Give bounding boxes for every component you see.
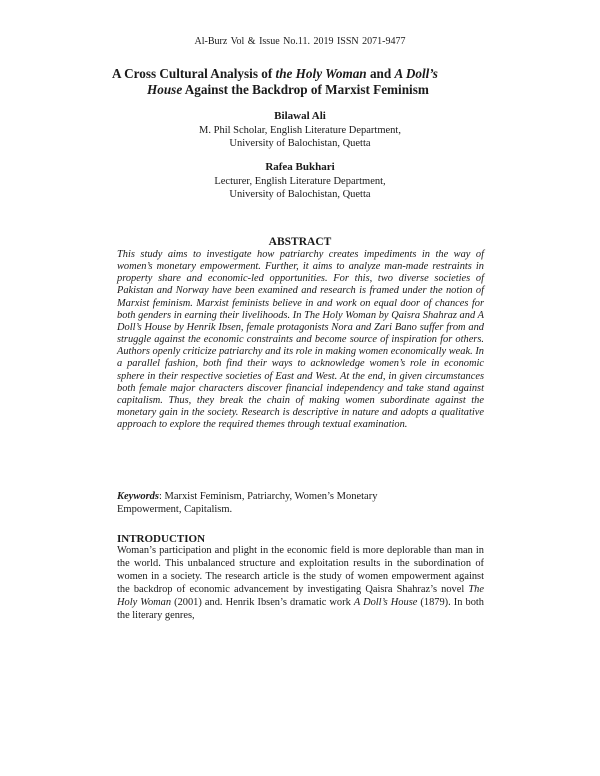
author-name: Bilawal Ali <box>274 110 326 122</box>
title-italic-2: A Doll’s <box>394 66 438 81</box>
author-affiliation: M. Phil Scholar, English Literature Department, <box>199 125 401 136</box>
introduction-text <box>117 545 484 622</box>
title-line-2 <box>112 82 492 98</box>
abstract-heading: ABSTRACT <box>268 236 332 248</box>
title-part-1: A Cross Cultural Analysis of <box>112 66 276 81</box>
keywords <box>117 490 417 516</box>
intro-text-2: (2001) and. Henrik Ibsen’s dramatic work <box>171 596 354 608</box>
running-head: Al-Burz Vol & Issue No.11. 2019 ISSN 2071-9477 <box>194 36 406 47</box>
author-affiliation: University of Balochistan, Quetta <box>229 138 371 149</box>
title-line-1 <box>112 66 492 82</box>
title-part-2: and <box>366 66 395 81</box>
intro-text-1: Woman’s participation and plight in the economic field is more deplorable than man in the world. This unbalanced structure and exploitation results in the subordination of women in a society. The research article is the study of women empowerment against the backdrop of economic advancement by investigating Qaisra Shahraz’s novel <box>117 545 484 595</box>
author-block-2 <box>0 161 600 201</box>
title-italic-1: the Holy Woman <box>275 66 367 81</box>
abstract-text: This study aims to investigate how patriarchy creates impediments in the way of women’s monetary empowerment. Further, it aims to analyze man-made restraints in property share and economic-led opportunities. For this, two diverse societies of Pakistan and Norway have been examined and research is framed under the notion of Marxist feminism. Marxist feminists believe in and work on equal door of chances for both genders in earning their livelihoods. In The Holy Woman by Qaisra Shahraz and A Doll’s House by Henrik Ibsen, female protagonists Nora and Zari Bano suffer from and struggle against the economic constraints and become source of inspiration for others. Authors openly criticize patriarchy and its role in making women economically weak. In a parallel fashion, both find their ways to acknowledge women’s role in economic sphere in their respective societies of East and West. At the end, in given circumstances both female major characters discover financial independency and take stand against capitalism. Thus, they break the chain of making women subordinate against the monetary gain in the society. Research is descriptive in nature and adopts a qualitative approach to explore the required themes through textual examination. <box>117 249 484 431</box>
keywords-text: : Marxist Feminism, Patriarchy, Women’s Monetary Empowerment, Capitalism. <box>117 491 378 515</box>
title-italic-3: House <box>147 82 183 97</box>
author-affiliation: University of Balochistan, Quetta <box>229 189 371 200</box>
intro-text-3: (1879). In both the literary genres, <box>117 596 484 621</box>
introduction-heading: INTRODUCTION <box>117 533 206 545</box>
author-name: Rafea Bukhari <box>265 161 335 173</box>
intro-italic-2: A Doll’s House <box>353 596 418 608</box>
intro-italic-1: The Holy Woman <box>117 583 484 608</box>
paper-title <box>112 66 492 98</box>
author-affiliation: Lecturer, English Literature Department, <box>214 176 386 187</box>
keywords-label: Keywords <box>117 491 159 502</box>
title-part-3: Against the Backdrop of Marxist Feminism <box>182 82 429 97</box>
author-block-1 <box>0 110 600 150</box>
